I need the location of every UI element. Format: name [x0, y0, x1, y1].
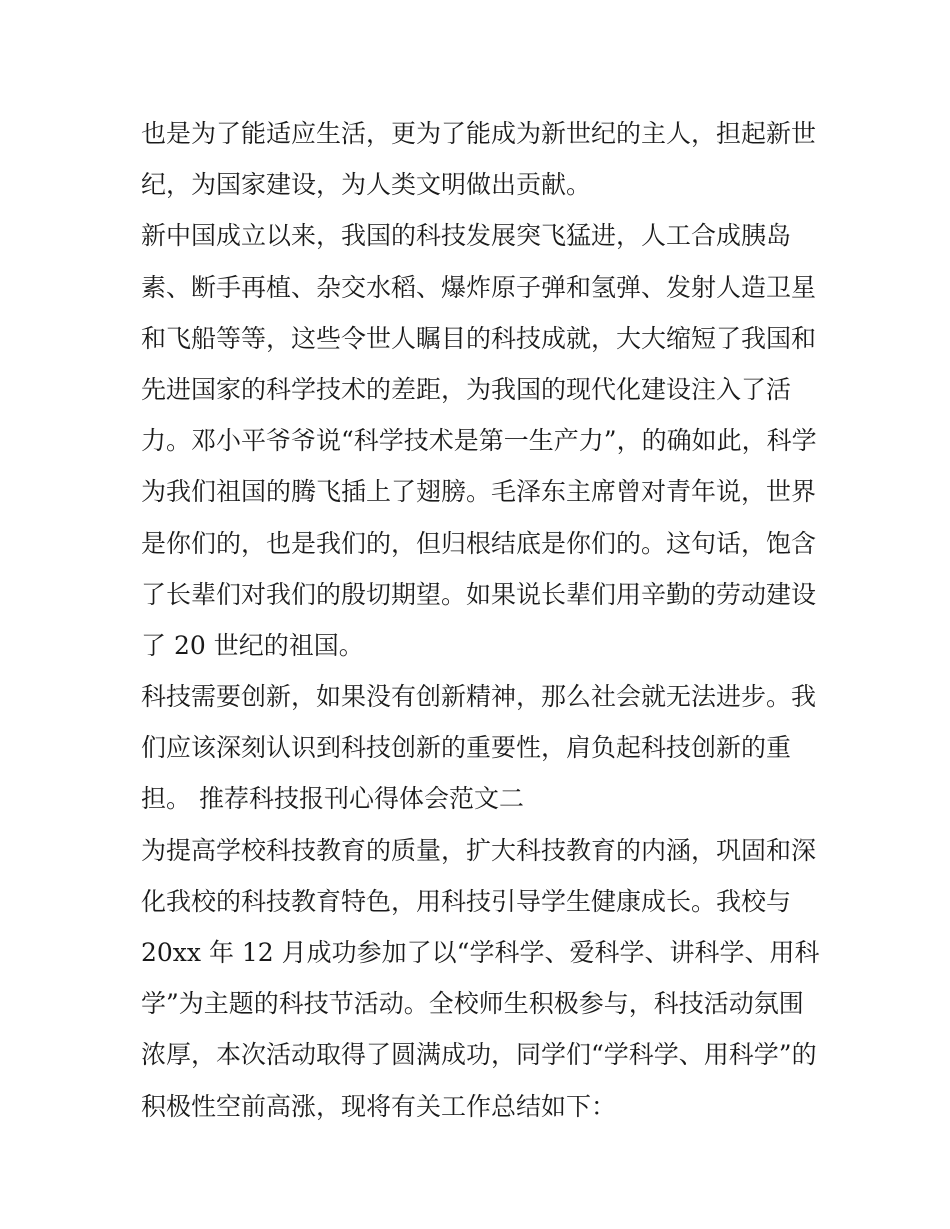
text-line: 先进国家的科学技术的差距，为我国的现代化建设注入了活 [141, 374, 792, 404]
paragraph-3 [141, 671, 817, 825]
text-line: 担。 推荐科技报刊心得体会范文二 [141, 784, 524, 814]
text-line: 积极性空前高涨，现将有关工作总结如下： [141, 1091, 617, 1121]
document-body [141, 108, 820, 1132]
paragraph-2 [141, 210, 817, 671]
text-line: 浓厚，本次活动取得了圆满成功，同学们“学科学、用科学”的 [141, 1040, 817, 1070]
paragraph-4 [141, 825, 820, 1132]
text-line: 了 20 世纪的祖国。 [141, 630, 364, 660]
text-line: 素、断手再植、杂交水稻、爆炸原子弹和氢弹、发射人造卫星 [141, 272, 817, 302]
text-line: 们应该深刻认识到科技创新的重要性，肩负起科技创新的重 [141, 733, 792, 763]
text-line: 科技需要创新，如果没有创新精神，那么社会就无法进步。我 [141, 682, 817, 712]
text-line: 纪，为国家建设，为人类文明做出贡献。 [141, 170, 592, 200]
text-line: 是你们的，也是我们的，但归根结底是你们的。这句话，饱含 [141, 528, 817, 558]
text-line: 新中国成立以来，我国的科技发展突飞猛进，人工合成胰岛 [141, 221, 792, 251]
text-line: 为我们祖国的腾飞插上了翅膀。毛泽东主席曾对青年说，世界 [141, 477, 817, 507]
paragraph-1 [141, 108, 817, 210]
text-line: 也是为了能适应生活，更为了能成为新世纪的主人，担起新世 [141, 119, 817, 148]
text-line: 学”为主题的科技节活动。全校师生积极参与，科技活动氛围 [141, 989, 804, 1019]
text-line: 化我校的科技教育特色，用科技引导学生健康成长。我校与 [141, 886, 792, 916]
text-line: 为提高学校科技教育的质量，扩大科技教育的内涵，巩固和深 [141, 835, 817, 865]
text-line: 了长辈们对我们的殷切期望。如果说长辈们用辛勤的劳动建设 [141, 579, 817, 609]
text-line: 20xx 年 12 月成功参加了以“学科学、爱科学、讲科学、用科 [141, 938, 820, 967]
text-line: 力。邓小平爷爷说“科学技术是第一生产力”，的确如此，科学 [141, 426, 817, 456]
text-line: 和飞船等等，这些令世人瞩目的科技成就，大大缩短了我国和 [141, 323, 817, 353]
